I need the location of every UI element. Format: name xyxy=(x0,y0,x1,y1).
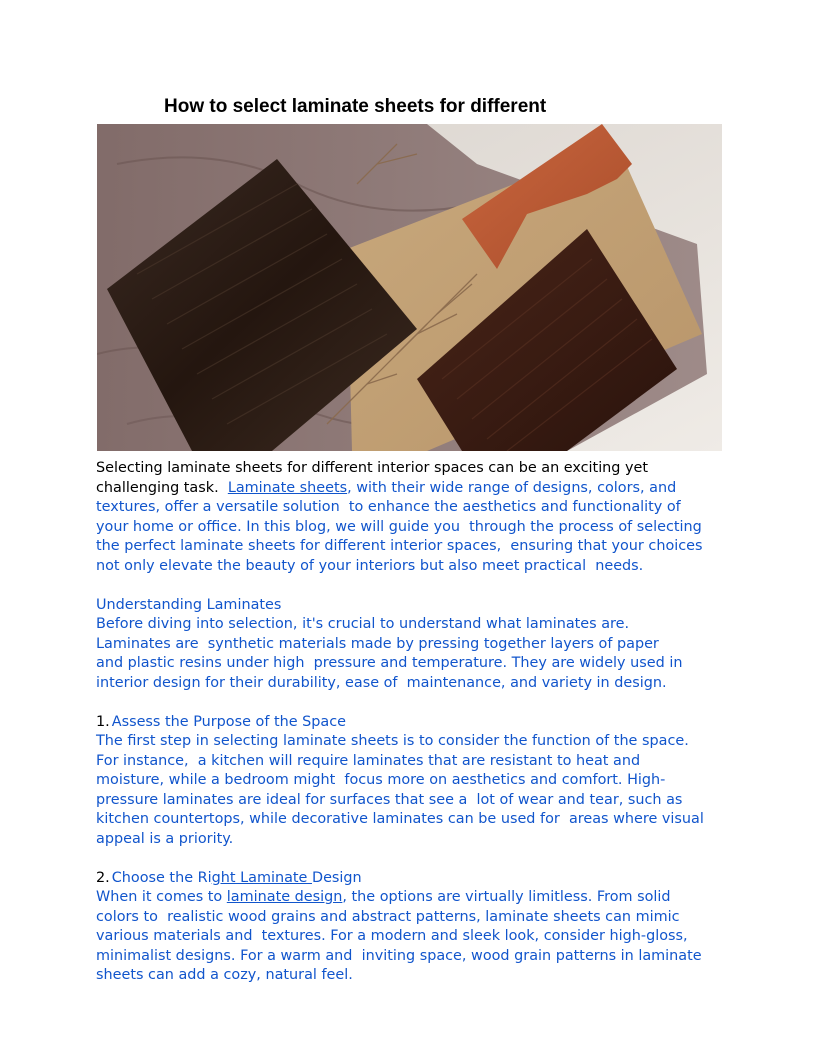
intro-line-2-rest: , with their wide range of designs, colors, and xyxy=(347,480,677,496)
section-2-title-end: Design xyxy=(311,870,362,886)
section-1-line-1: The first step in selecting laminate sheets is to consider the function of the space. xyxy=(96,733,689,749)
page-title: How to select laminate sheets for different xyxy=(164,96,547,117)
section-1-line-2: For instance, a kitchen will require laminates that are resistant to heat and xyxy=(96,753,641,769)
section-2-line-1-lead: When it comes to xyxy=(96,889,227,905)
understanding-heading: Understanding Laminates xyxy=(96,597,282,613)
intro-line-3: textures, offer a versatile solution to enhance the aesthetics and functionality of xyxy=(96,499,681,515)
section-2-number: 2. xyxy=(96,870,110,886)
hero-image xyxy=(97,124,722,451)
intro-line-4: your home or office. In this blog, we will guide you through the process of selecting xyxy=(96,519,702,535)
laminate-samples-illustration xyxy=(97,124,722,451)
understanding-line-2: Laminates are synthetic materials made by pressing together layers of paper xyxy=(96,636,659,652)
understanding-line-3: and plastic resins under high pressure and temperature. They are widely used in xyxy=(96,655,683,671)
section-2-heading xyxy=(96,869,362,889)
section-2-title-start: Choose the Ri xyxy=(111,870,212,886)
understanding-line-1: Before diving into selection, it's crucial to understand what laminates are. xyxy=(96,616,630,632)
intro-line-2 xyxy=(96,479,676,499)
intro-line-5: the perfect laminate sheets for different interior spaces, ensuring that your choices xyxy=(96,538,703,554)
section-1-heading xyxy=(96,713,346,733)
right-laminate-link[interactable]: ght Laminate xyxy=(211,870,312,886)
section-1-line-6: appeal is a priority. xyxy=(96,831,234,847)
section-1-line-3: moisture, while a bedroom might focus more on aesthetics and comfort. High- xyxy=(96,772,666,788)
section-2-line-1-rest: , the options are virtually limitless. From solid xyxy=(342,889,671,905)
section-2-line-2: colors to realistic wood grains and abstract patterns, laminate sheets can mimic xyxy=(96,909,680,925)
section-2-line-5: sheets can add a cozy, natural feel. xyxy=(96,967,353,983)
section-2-line-3: various materials and textures. For a modern and sleek look, consider high-gloss, xyxy=(96,928,688,944)
section-1-title: Assess the Purpose of the Space xyxy=(111,714,347,730)
intro-line-1: Selecting laminate sheets for different interior spaces can be an exciting yet xyxy=(96,460,649,476)
section-2-line-4: minimalist designs. For a warm and inviting space, wood grain patterns in laminate xyxy=(96,948,702,964)
section-1-line-5: kitchen countertops, while decorative laminates can be used for areas where visual xyxy=(96,811,704,827)
laminate-design-link[interactable]: laminate design xyxy=(226,889,343,905)
section-1-number: 1. xyxy=(96,714,110,730)
section-1-line-4: pressure laminates are ideal for surfaces that see a lot of wear and tear, such as xyxy=(96,792,683,808)
intro-line-6: not only elevate the beauty of your interiors but also meet practical needs. xyxy=(96,558,644,574)
understanding-line-4: interior design for their durability, ease of maintenance, and variety in design. xyxy=(96,675,667,691)
intro-line-2-lead: challenging task. xyxy=(96,480,228,496)
laminate-sheets-link[interactable]: Laminate sheets xyxy=(227,480,348,496)
section-2-line-1 xyxy=(96,888,671,908)
